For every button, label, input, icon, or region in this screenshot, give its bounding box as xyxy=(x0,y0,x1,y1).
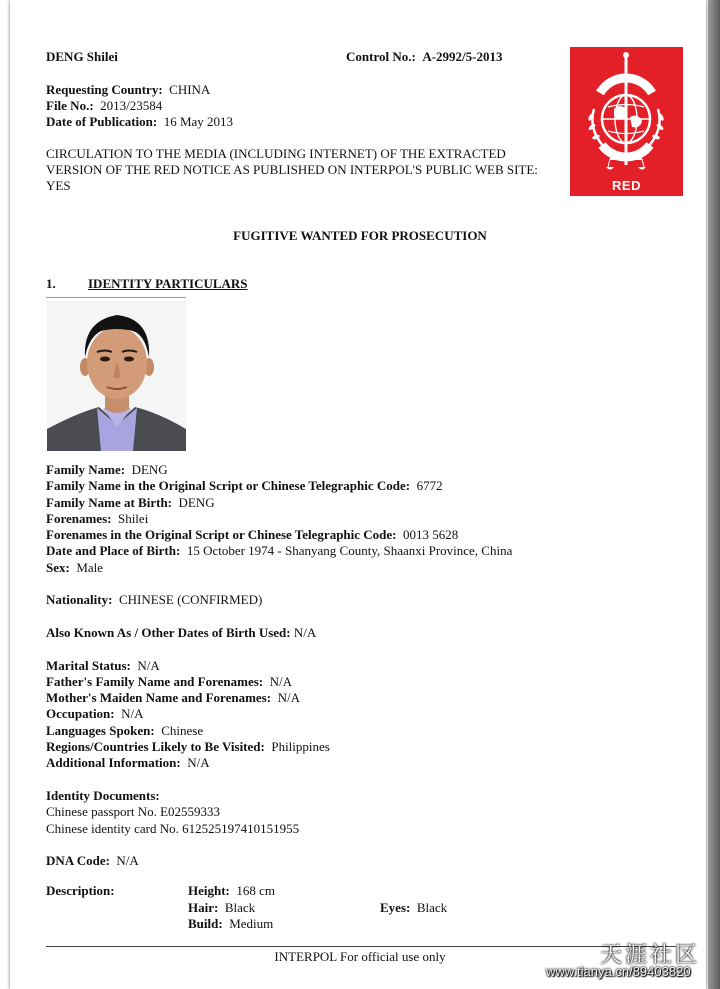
field-sex: Sex: Male xyxy=(46,559,104,575)
field-aka: Also Known As / Other Dates of Birth Used: N/A xyxy=(46,624,317,640)
date-of-publication: 16 May 2013 xyxy=(163,114,234,129)
notice-meta xyxy=(46,82,233,130)
field-dna: DNA Code: N/A xyxy=(46,853,139,869)
field-marital: Marital Status: N/A xyxy=(46,657,160,673)
circulation-text: CIRCULATION TO THE MEDIA (INCLUDING INTERNET) OF THE EXTRACTED VERSION OF THE RED NOTICE AS PUBLISHED ON INTERPOL'S PUBLIC WEB SITE: YES xyxy=(46,146,538,193)
field-id-card: Chinese identity card No. 612525197410151955 xyxy=(46,820,300,836)
field-nationality: Nationality: CHINESE (CONFIRMED) xyxy=(46,592,263,608)
date-label: Date of Publication: xyxy=(46,114,158,129)
field-family-script: Family Name in the Original Script or Chinese Telegraphic Code: 6772 xyxy=(46,478,443,494)
description-label: Description: xyxy=(46,883,115,898)
requesting-country: CHINA xyxy=(169,82,211,97)
field-occupation: Occupation: N/A xyxy=(46,706,144,722)
identity-fields xyxy=(46,462,512,869)
section-identity-heading xyxy=(46,276,248,292)
field-passport: Chinese passport No. E02559333 xyxy=(46,804,221,820)
control-number xyxy=(346,49,502,65)
description-height: Height: 168 cm xyxy=(188,883,276,898)
field-mother: Mother's Maiden Name and Forenames: N/A xyxy=(46,690,300,706)
field-id-docs-label: Identity Documents: xyxy=(46,787,160,803)
footer-divider xyxy=(46,946,676,947)
requesting-country-label: Requesting Country: xyxy=(46,82,163,97)
field-additional: Additional Information: N/A xyxy=(46,755,210,771)
logo-red-label: RED xyxy=(612,178,641,193)
file-no: 2013/23584 xyxy=(100,98,163,113)
viewer-scroll-edge xyxy=(708,0,720,989)
field-languages: Languages Spoken: Chinese xyxy=(46,722,204,738)
description-build: Build: Medium xyxy=(188,916,274,931)
watermark-site-name: 天涯社区 xyxy=(600,943,701,968)
field-birth: Date and Place of Birth: 15 October 1974 - Shanyang County, Shaanxi Province, China xyxy=(46,543,513,559)
section-label: IDENTITY PARTICULARS xyxy=(88,276,248,291)
person-photo-icon xyxy=(47,301,186,451)
section-divider xyxy=(46,297,186,298)
field-forenames-script: Forenames in the Original Script or Chinese Telegraphic Code: 0013 5628 xyxy=(46,527,459,543)
description-hair: Hair: Black xyxy=(188,900,256,915)
file-no-label: File No.: xyxy=(46,98,94,113)
field-forenames: Forenames: Shilei xyxy=(46,510,149,526)
interpol-red-logo xyxy=(570,47,683,196)
section-number: 1. xyxy=(46,276,56,291)
field-family-birth: Family Name at Birth: DENG xyxy=(46,494,215,510)
control-label: Control No.: xyxy=(346,49,416,64)
control-value: A-2992/5-2013 xyxy=(422,49,503,64)
header-name: DENG Shilei xyxy=(46,49,118,64)
interpol-emblem-icon xyxy=(570,47,683,177)
subject-photo xyxy=(47,301,186,451)
watermark-url: www.tianya.cn/89403820 xyxy=(546,964,691,979)
footer-text: INTERPOL For official use only xyxy=(274,949,446,964)
description-eyes: Eyes: Black xyxy=(380,900,448,915)
field-regions: Regions/Countries Likely to Be Visited: Philippines xyxy=(46,739,330,755)
field-family-name: Family Name: DENG xyxy=(46,462,168,477)
field-father: Father's Family Name and Forenames: N/A xyxy=(46,673,293,689)
document-title: FUGITIVE WANTED FOR PROSECUTION xyxy=(233,228,487,243)
